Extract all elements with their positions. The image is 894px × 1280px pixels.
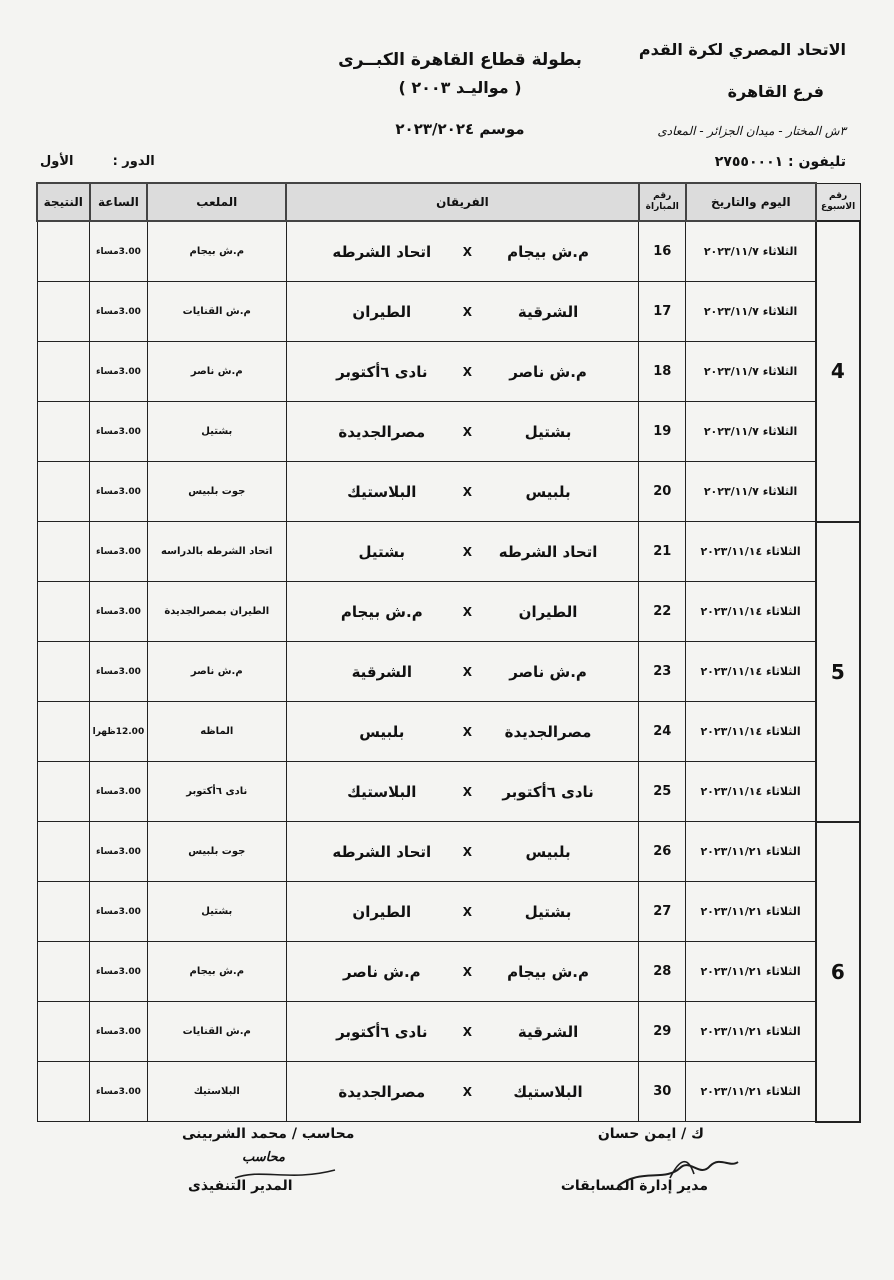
away-team: نادى ٦أكتوبر — [336, 362, 428, 381]
match-date: الثلاثاء ٢٠٢٣/١١/١٤ — [686, 582, 816, 642]
table-row — [37, 402, 860, 462]
away-team: اتحاد الشرطه — [332, 842, 432, 861]
stadium: بشتيل — [147, 402, 286, 462]
match-date: الثلاثاء ٢٠٢٣/١١/١٤ — [686, 642, 816, 702]
match-number: 19 — [639, 402, 686, 462]
home-team: الشرقية — [517, 1022, 579, 1041]
handwritten-underline — [230, 1158, 340, 1188]
match-result — [37, 942, 90, 1002]
match-date: الثلاثاء ٢٠٢٣/١١/٧ — [686, 402, 816, 462]
match-date: الثلاثاء ٢٠٢٣/١١/٢١ — [686, 822, 816, 882]
away-team: الطيران — [352, 902, 412, 921]
away-team: م.ش بيجام — [340, 602, 423, 621]
accountant-name: محاسب / محمد الشربينى — [182, 1126, 355, 1142]
header-time: الساعة — [90, 183, 148, 221]
round-value: الأول — [40, 154, 74, 169]
versus-mark: X — [462, 784, 473, 799]
away-team: مصرالجديدة — [338, 1082, 426, 1101]
match-teams — [286, 1062, 638, 1122]
match-number: 27 — [639, 882, 686, 942]
match-number: 24 — [639, 702, 686, 762]
match-result — [37, 822, 90, 882]
match-teams — [286, 462, 638, 522]
season: موسم ٢٠٢٣/٢٠٢٤ — [395, 120, 525, 138]
match-number: 29 — [639, 1002, 686, 1062]
kickoff-time: 3.00مساء — [90, 1062, 148, 1122]
kickoff-time: 3.00مساء — [90, 1002, 148, 1062]
match-teams — [286, 582, 638, 642]
away-team: اتحاد الشرطه — [332, 242, 432, 261]
match-result — [37, 342, 90, 402]
table-row — [37, 762, 860, 822]
match-teams — [286, 221, 638, 282]
match-result — [37, 282, 90, 342]
match-teams — [286, 282, 638, 342]
match-teams — [286, 882, 638, 942]
away-team: بشتيل — [358, 542, 406, 561]
away-team: م.ش ناصر — [342, 962, 421, 981]
header-result: النتيجة — [37, 183, 90, 221]
week-number: 5 — [816, 522, 860, 822]
week-number: 6 — [816, 822, 860, 1122]
match-date: الثلاثاء ٢٠٢٣/١١/٧ — [686, 462, 816, 522]
kickoff-time: 3.00مساء — [90, 942, 148, 1002]
table-row — [37, 522, 860, 582]
kickoff-time: 3.00مساء — [90, 342, 148, 402]
stadium: الطيران بمصرالجديدة — [147, 582, 286, 642]
table-row — [37, 702, 860, 762]
round-info — [40, 154, 155, 169]
home-team: م.ش ناصر — [509, 362, 587, 381]
manager-name: ك / ايمن حسان — [597, 1126, 704, 1142]
table-header-row — [37, 183, 860, 221]
match-date: الثلاثاء ٢٠٢٣/١١/١٤ — [686, 522, 816, 582]
match-result — [37, 1002, 90, 1062]
home-team: م.ش بيجام — [507, 962, 589, 981]
executive-title: المدير التنفيذى — [188, 1178, 293, 1194]
stadium: الماظه — [147, 702, 286, 762]
versus-mark: X — [462, 904, 473, 919]
stadium: اتحاد الشرطه بالدراسه — [147, 522, 286, 582]
kickoff-time: 3.00مساء — [90, 282, 148, 342]
versus-mark: X — [462, 724, 473, 739]
match-date: الثلاثاء ٢٠٢٣/١١/٢١ — [686, 1002, 816, 1062]
home-team: م.ش بيجام — [507, 242, 589, 261]
versus-mark: X — [462, 484, 473, 499]
home-team: نادى ٦أكتوبر — [502, 782, 594, 801]
away-team: البلاستيك — [347, 482, 417, 501]
match-result — [37, 522, 90, 582]
match-result — [37, 402, 90, 462]
manager-title: مدير إدارة المسابقات — [560, 1178, 708, 1194]
header-teams: الفريقان — [286, 183, 638, 221]
kickoff-time: 3.00مساء — [90, 582, 148, 642]
match-number: 16 — [639, 221, 686, 282]
handwritten-signature — [610, 1138, 750, 1198]
match-teams — [286, 762, 638, 822]
championship-title: بطولة قطاع القاهرة الكبــرى — [338, 50, 582, 70]
match-teams — [286, 522, 638, 582]
round-label: الدور : — [112, 154, 155, 169]
stadium: جوت بلبيس — [147, 822, 286, 882]
match-date: الثلاثاء ٢٠٢٣/١١/٧ — [686, 342, 816, 402]
match-number: 26 — [639, 822, 686, 882]
away-team: الشرقية — [351, 662, 412, 681]
versus-mark: X — [462, 964, 473, 979]
versus-mark: X — [462, 364, 473, 379]
table-row — [37, 642, 860, 702]
match-number: 21 — [639, 522, 686, 582]
match-teams — [286, 1002, 638, 1062]
match-date: الثلاثاء ٢٠٢٣/١١/٢١ — [686, 1062, 816, 1122]
schedule-table — [36, 182, 861, 1123]
kickoff-time: 3.00مساء — [90, 462, 148, 522]
match-result — [37, 762, 90, 822]
match-result — [37, 1062, 90, 1122]
match-date: الثلاثاء ٢٠٢٣/١١/٧ — [686, 221, 816, 282]
match-teams — [286, 402, 638, 462]
header-match-no: رقم المباراة — [639, 183, 686, 221]
away-team: البلاستيك — [347, 782, 417, 801]
stadium: جوت بلبيس — [147, 462, 286, 522]
branch-name: فرع القاهرة — [727, 82, 824, 101]
table-row — [37, 342, 860, 402]
match-result — [37, 221, 90, 282]
match-teams — [286, 342, 638, 402]
header-date: اليوم والتاريخ — [686, 183, 816, 221]
federation-name: الاتحاد المصري لكرة القدم — [638, 40, 846, 59]
away-team: نادى ٦أكتوبر — [336, 1022, 428, 1041]
versus-mark: X — [462, 604, 473, 619]
kickoff-time: 3.00مساء — [90, 522, 148, 582]
match-result — [37, 582, 90, 642]
stadium: م.ش ناصر — [147, 642, 286, 702]
home-team: البلاستيك — [513, 1082, 583, 1101]
kickoff-time: 3.00مساء — [90, 822, 148, 882]
versus-mark: X — [462, 1084, 473, 1099]
match-number: 20 — [639, 462, 686, 522]
match-number: 23 — [639, 642, 686, 702]
match-teams — [286, 642, 638, 702]
kickoff-time: 3.00مساء — [90, 762, 148, 822]
versus-mark: X — [462, 1024, 473, 1039]
match-date: الثلاثاء ٢٠٢٣/١١/٧ — [686, 282, 816, 342]
table-row — [37, 822, 860, 882]
stadium: بشتيل — [147, 882, 286, 942]
match-result — [37, 882, 90, 942]
match-teams — [286, 822, 638, 882]
home-team: بلبيس — [525, 482, 571, 501]
versus-mark: X — [462, 664, 473, 679]
match-number: 25 — [639, 762, 686, 822]
home-team: اتحاد الشرطه — [498, 542, 598, 561]
match-result — [37, 702, 90, 762]
stadium: م.ش القنايات — [147, 1002, 286, 1062]
stadium: م.ش بيجام — [147, 942, 286, 1002]
home-team: بلبيس — [525, 842, 571, 861]
stadium: البلاستيك — [147, 1062, 286, 1122]
stadium: م.ش بيجام — [147, 221, 286, 282]
home-team: مصرالجديدة — [504, 722, 592, 741]
match-number: 17 — [639, 282, 686, 342]
match-result — [37, 462, 90, 522]
home-team: الشرقية — [517, 302, 579, 321]
table-row — [37, 462, 860, 522]
match-number: 28 — [639, 942, 686, 1002]
versus-mark: X — [462, 424, 473, 439]
table-row — [37, 882, 860, 942]
table-row — [37, 942, 860, 1002]
home-team: الطيران — [518, 602, 578, 621]
table-row — [37, 582, 860, 642]
stadium: نادى ٦أكتوبر — [147, 762, 286, 822]
versus-mark: X — [462, 244, 473, 259]
versus-mark: X — [462, 544, 473, 559]
table-row — [37, 1062, 860, 1122]
match-number: 30 — [639, 1062, 686, 1122]
header-week: رقم الاسبوع — [816, 183, 860, 221]
match-date: الثلاثاء ٢٠٢٣/١١/١٤ — [686, 702, 816, 762]
away-team: مصرالجديدة — [338, 422, 426, 441]
match-number: 22 — [639, 582, 686, 642]
versus-mark: X — [462, 304, 473, 319]
accountant-stamp-word: محاسب — [242, 1150, 285, 1165]
kickoff-time: 3.00مساء — [90, 882, 148, 942]
schedule-body — [37, 221, 860, 1122]
match-teams — [286, 942, 638, 1002]
birth-year: ( مواليـد ٢٠٠٣ ) — [398, 78, 522, 97]
phone: تليفون : ٢٧٥٥٠٠٠١ — [714, 154, 846, 170]
table-row — [37, 282, 860, 342]
header-stadium: الملعب — [147, 183, 286, 221]
stadium: م.ش ناصر — [147, 342, 286, 402]
address: ٣ش المختار - ميدان الجزائر - المعادى — [657, 124, 846, 138]
home-team: بشتيل — [524, 422, 572, 441]
match-number: 18 — [639, 342, 686, 402]
kickoff-time: 3.00مساء — [90, 642, 148, 702]
home-team: م.ش ناصر — [509, 662, 587, 681]
match-date: الثلاثاء ٢٠٢٣/١١/١٤ — [686, 762, 816, 822]
match-teams — [286, 702, 638, 762]
away-team: بلبيس — [359, 722, 405, 741]
match-date: الثلاثاء ٢٠٢٣/١١/٢١ — [686, 942, 816, 1002]
match-date: الثلاثاء ٢٠٢٣/١١/٢١ — [686, 882, 816, 942]
match-result — [37, 642, 90, 702]
home-team: بشتيل — [524, 902, 572, 921]
table-row — [37, 1002, 860, 1062]
week-number: 4 — [816, 221, 860, 522]
kickoff-time: 12.00ظهرا — [90, 702, 148, 762]
versus-mark: X — [462, 844, 473, 859]
stadium: م.ش القنايات — [147, 282, 286, 342]
away-team: الطيران — [352, 302, 412, 321]
kickoff-time: 3.00مساء — [90, 221, 148, 282]
kickoff-time: 3.00مساء — [90, 402, 148, 462]
table-row — [37, 221, 860, 282]
